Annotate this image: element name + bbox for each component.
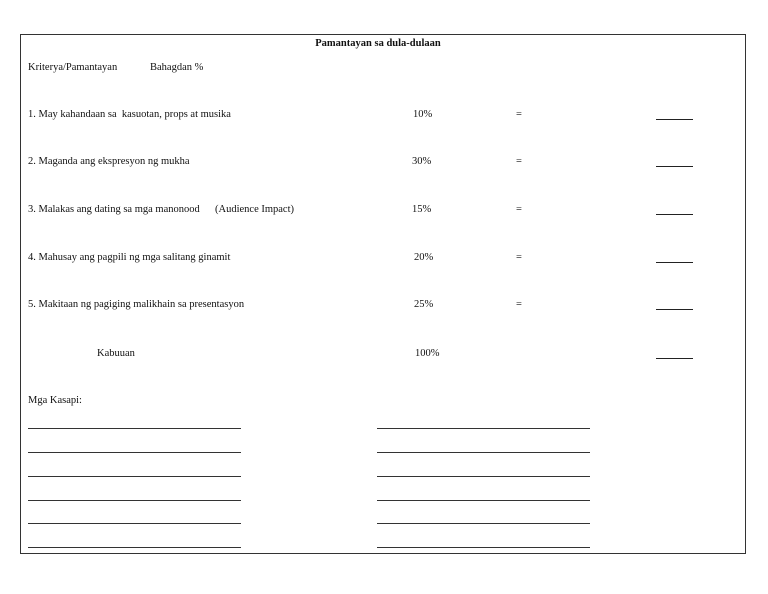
member-name-line [28, 547, 241, 548]
equals-sign: = [516, 109, 522, 120]
member-name-line [28, 428, 241, 429]
criterion-text: 2. Maganda ang ekspresyon ng mukha [28, 156, 190, 167]
criterion-percent: 15% [412, 204, 432, 215]
score-blank [656, 309, 693, 310]
member-name-line [28, 500, 241, 501]
member-name-line [28, 523, 241, 524]
criterion-note: (Audience Impact) [215, 204, 295, 215]
member-name-line [28, 452, 241, 453]
total-percent: 100% [415, 348, 440, 359]
criterion-text: 1. May kahandaan sa kasuotan, props at musika [28, 109, 231, 120]
table-header [0, 62, 768, 74]
score-blank [656, 262, 693, 263]
criterion-text: 5. Makitaan ng pagiging malikhain sa presentasyon [28, 299, 245, 310]
criterion-row-2 [0, 156, 768, 168]
criterion-row-4 [0, 252, 768, 264]
criterion-row-5 [0, 299, 768, 311]
equals-sign: = [516, 156, 522, 167]
criterion-text: 3. Malakas ang dating sa mga manonood [28, 204, 200, 215]
member-name-line [28, 476, 241, 477]
member-name-line [377, 452, 590, 453]
criterion-percent: 30% [412, 156, 432, 167]
member-name-line [377, 500, 590, 501]
equals-sign: = [516, 252, 522, 263]
score-blank [656, 166, 693, 167]
total-score-blank [656, 358, 693, 359]
percent-column-label: Bahagdan % [150, 62, 204, 73]
member-name-line [377, 547, 590, 548]
criteria-column-label: Kriterya/Pamantayan [28, 62, 118, 73]
score-blank [656, 119, 693, 120]
equals-sign: = [516, 299, 522, 310]
criterion-text: 4. Mahusay ang pagpili ng mga salitang ginamit [28, 252, 231, 263]
criterion-percent: 20% [414, 252, 434, 263]
criterion-percent: 25% [414, 299, 434, 310]
criterion-row-3 [0, 204, 768, 216]
criterion-percent: 10% [413, 109, 433, 120]
member-name-line [377, 428, 590, 429]
document-title: Pamantayan sa dula-dulaan [315, 38, 441, 49]
member-name-line [377, 476, 590, 477]
total-row [0, 348, 768, 360]
total-label: Kabuuan [97, 348, 135, 359]
score-blank [656, 214, 693, 215]
criterion-row-1 [0, 109, 768, 121]
equals-sign: = [516, 204, 522, 215]
members-label: Mga Kasapi: [28, 395, 82, 406]
member-name-line [377, 523, 590, 524]
